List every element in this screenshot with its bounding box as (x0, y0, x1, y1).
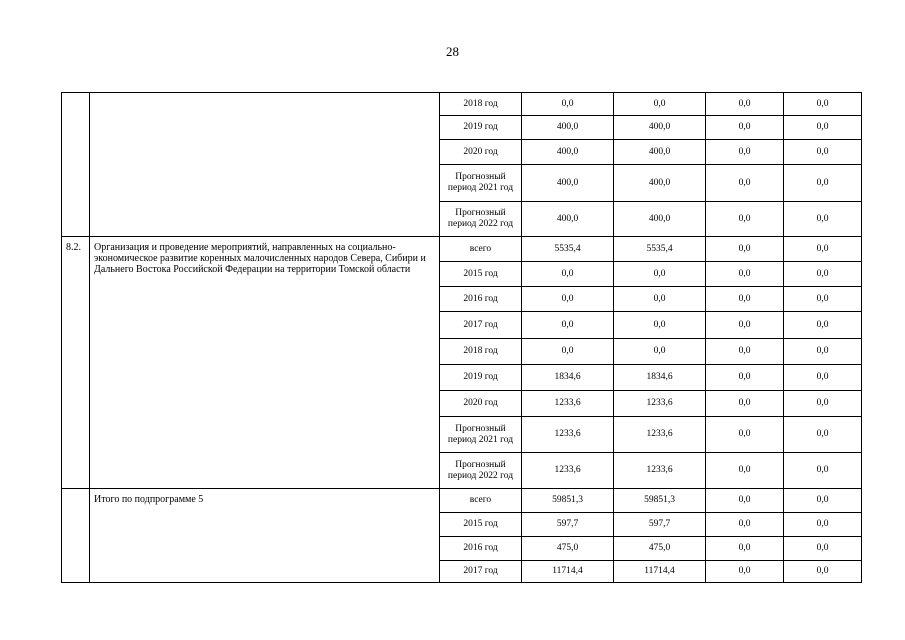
value-cell: 0,0 (784, 165, 862, 202)
value-cell: 0,0 (522, 312, 614, 339)
period-cell: 2018 год (440, 93, 522, 116)
period-cell: 2020 год (440, 140, 522, 165)
period-cell: Прогнозный период 2021 год (440, 165, 522, 202)
period-cell: 2017 год (440, 561, 522, 583)
value-cell: 400,0 (522, 116, 614, 140)
value-cell: 400,0 (522, 140, 614, 165)
value-cell: 0,0 (522, 93, 614, 116)
value-cell: 0,0 (614, 93, 706, 116)
value-cell: 0,0 (522, 339, 614, 365)
item-name: Итого по подпрограмме 5 (90, 489, 440, 583)
value-cell: 0,0 (784, 417, 862, 453)
value-cell: 0,0 (614, 262, 706, 287)
value-cell: 400,0 (522, 202, 614, 237)
budget-table (61, 92, 862, 583)
value-cell: 0,0 (706, 140, 784, 165)
value-cell: 1834,6 (522, 365, 614, 391)
value-cell: 0,0 (784, 93, 862, 116)
value-cell: 400,0 (614, 116, 706, 140)
period-cell: 2018 год (440, 339, 522, 365)
period-cell: 2019 год (440, 365, 522, 391)
value-cell: 0,0 (784, 140, 862, 165)
value-cell: 400,0 (522, 165, 614, 202)
period-cell: 2020 год (440, 391, 522, 417)
value-cell: 0,0 (706, 312, 784, 339)
item-number: 8.2. (62, 237, 90, 489)
value-cell: 0,0 (706, 513, 784, 537)
value-cell: 400,0 (614, 165, 706, 202)
period-cell: всего (440, 489, 522, 513)
value-cell: 0,0 (706, 202, 784, 237)
value-cell: 0,0 (784, 453, 862, 489)
period-cell: Прогнозный период 2021 год (440, 417, 522, 453)
value-cell: 0,0 (784, 391, 862, 417)
value-cell: 11714,4 (614, 561, 706, 583)
period-cell: всего (440, 237, 522, 262)
value-cell: 475,0 (614, 537, 706, 561)
value-cell: 11714,4 (522, 561, 614, 583)
value-cell: 0,0 (784, 561, 862, 583)
value-cell: 0,0 (784, 537, 862, 561)
value-cell: 0,0 (784, 489, 862, 513)
table-row (62, 237, 862, 262)
item-name (90, 93, 440, 237)
value-cell: 475,0 (522, 537, 614, 561)
value-cell: 1233,6 (614, 417, 706, 453)
table-row (62, 93, 862, 116)
value-cell: 0,0 (784, 312, 862, 339)
value-cell: 0,0 (706, 262, 784, 287)
value-cell: 597,7 (614, 513, 706, 537)
item-name: Организация и проведение мероприятий, направленных на социально-экономическое развитие коренных малочисленных народов Севера, Сибири и Дальнего Востока Российской Федерации на территории Томской области (90, 237, 440, 489)
page-number: 28 (446, 44, 459, 59)
value-cell: 0,0 (706, 417, 784, 453)
value-cell: 0,0 (706, 116, 784, 140)
value-cell: 1233,6 (614, 391, 706, 417)
period-cell: 2019 год (440, 116, 522, 140)
budget-table-body (62, 93, 862, 583)
value-cell: 597,7 (522, 513, 614, 537)
table-row (62, 489, 862, 513)
value-cell: 0,0 (706, 453, 784, 489)
item-number (62, 489, 90, 583)
value-cell: 0,0 (784, 116, 862, 140)
value-cell: 0,0 (784, 513, 862, 537)
value-cell: 1233,6 (522, 453, 614, 489)
value-cell: 5535,4 (614, 237, 706, 262)
value-cell: 0,0 (522, 262, 614, 287)
value-cell: 0,0 (706, 489, 784, 513)
value-cell: 0,0 (706, 165, 784, 202)
period-cell: 2016 год (440, 287, 522, 312)
value-cell: 400,0 (614, 140, 706, 165)
value-cell: 0,0 (784, 339, 862, 365)
value-cell: 0,0 (784, 202, 862, 237)
value-cell: 0,0 (706, 561, 784, 583)
value-cell: 0,0 (706, 365, 784, 391)
value-cell: 0,0 (706, 391, 784, 417)
value-cell: 1233,6 (522, 391, 614, 417)
value-cell: 1233,6 (614, 453, 706, 489)
value-cell: 0,0 (706, 93, 784, 116)
period-cell: 2017 год (440, 312, 522, 339)
value-cell: 0,0 (706, 287, 784, 312)
value-cell: 400,0 (614, 202, 706, 237)
value-cell: 0,0 (706, 537, 784, 561)
value-cell: 59851,3 (614, 489, 706, 513)
value-cell: 0,0 (784, 237, 862, 262)
period-cell: 2015 год (440, 513, 522, 537)
value-cell: 0,0 (614, 339, 706, 365)
value-cell: 0,0 (784, 365, 862, 391)
value-cell: 5535,4 (522, 237, 614, 262)
value-cell: 59851,3 (522, 489, 614, 513)
value-cell: 0,0 (522, 287, 614, 312)
period-cell: 2016 год (440, 537, 522, 561)
value-cell: 0,0 (706, 237, 784, 262)
period-cell: Прогнозный период 2022 год (440, 453, 522, 489)
value-cell: 1834,6 (614, 365, 706, 391)
value-cell: 0,0 (784, 262, 862, 287)
item-number (62, 93, 90, 237)
value-cell: 1233,6 (522, 417, 614, 453)
period-cell: Прогнозный период 2022 год (440, 202, 522, 237)
value-cell: 0,0 (614, 312, 706, 339)
value-cell: 0,0 (614, 287, 706, 312)
value-cell: 0,0 (706, 339, 784, 365)
period-cell: 2015 год (440, 262, 522, 287)
value-cell: 0,0 (784, 287, 862, 312)
